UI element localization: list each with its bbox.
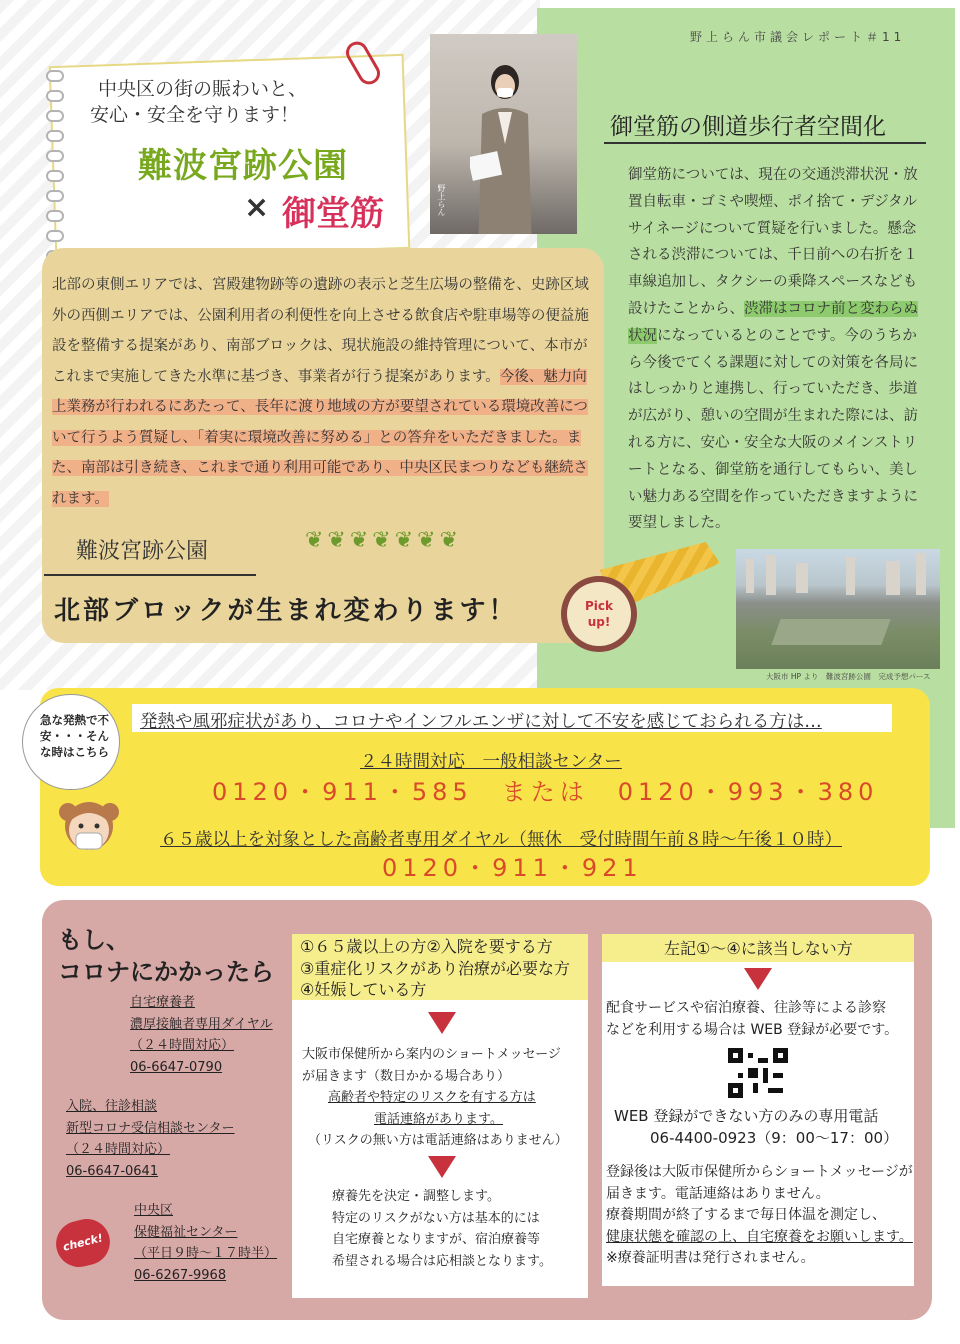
speaker-photo	[430, 34, 577, 234]
aerial-photo	[736, 549, 940, 669]
group1-phone[interactable]: 06-6647-0790	[130, 1059, 223, 1075]
right-p3-line-1: 登録後は大阪市保健所からショートメッセージが	[606, 1164, 913, 1180]
check-badge: check!	[51, 1214, 115, 1272]
park-headline: 北部ブロックが生まれ変わります！	[54, 596, 518, 626]
speech-bubble-text: 急な発熱で不安・・・そんな時はこちら	[40, 713, 109, 759]
masked-girl-icon	[58, 790, 120, 860]
qr-code-icon[interactable]	[728, 1048, 788, 1098]
down-arrow-icon	[744, 968, 772, 990]
web-phone-number[interactable]: 06-4400-0923（9：00～17：00）	[650, 1128, 899, 1147]
midosuji-body-highlight: 渋滞はコロナ前と変わらぬ状況	[628, 300, 918, 344]
down-arrow-icon	[428, 1012, 456, 1034]
right-p3-line-5: ※療養証明書は発行されません。	[606, 1250, 815, 1266]
corona-title-line-2: コロナにかかったら	[58, 958, 274, 986]
aerial-photo-caption: 大阪市 HP より 難波宮跡公園 完成予想パース	[766, 672, 931, 681]
midosuji-title-underline	[604, 142, 926, 144]
group1-line-3: （２４時間対応）	[130, 1038, 235, 1053]
midosuji-body-before: 御堂筋については、現在の交通渋滞状況・放置自転車・ゴミや喫煙、ポイ捨て・デジタルサイネージについて質疑を行いました。懸念される渋滞については、千日前への右折を１車線追加し、タクシーの乗降スペースなども設けたことから、	[628, 167, 918, 317]
spiral-rings	[46, 70, 62, 240]
park-body-plain: 北部の東側エリアでは、宮殿建物跡等の遺跡の表示と芝生広場の整備を、史跡区域外の西側エリアでは、公園利用者の利便性を向上させる飲食店や駐車場等の便益施設を整備する提案があり、南部ブロックは、現状施設の維持管理について、本市がこれまで実施してきた水準に基づき、事業者が行う提案があります。	[52, 277, 589, 385]
contact-group-ward	[134, 1200, 277, 1286]
midosuji-body	[628, 162, 930, 537]
title-cross: ×	[244, 190, 270, 225]
step2-line-1: 療養先を決定・調整します。	[332, 1189, 500, 1204]
corona-title-line-1: もし、	[58, 926, 130, 954]
group2-phone[interactable]: 06-6647-0641	[66, 1163, 159, 1179]
group2-line-1: 入院、往診相談	[66, 1099, 158, 1114]
step1-line-4: 電話連絡があります。	[374, 1111, 503, 1127]
subtitle-line-1: 中央区の街の賑わいと、	[98, 78, 308, 100]
alert-intro: 発熱や風邪症状があり、コロナやインフルエンザに対して不安を感じておられる方は…	[140, 712, 822, 732]
title-park: 難波宮跡公園	[138, 146, 348, 186]
criteria-line-1: ①６５歳以上の方②入院を要する方	[300, 937, 553, 956]
corona-title	[58, 924, 274, 988]
step2-line-2: 特定のリスクがない方は基本的には	[332, 1210, 540, 1226]
right-p3-line-3: 療養期間が終了するまで毎日体温を測定し、	[606, 1207, 886, 1223]
group1-line-2: 濃厚接触者専用ダイヤル	[130, 1016, 273, 1032]
group1-line-1: 自宅療養者	[130, 995, 196, 1010]
pickup-line-2: up!	[587, 615, 611, 629]
pickup-line-1: Pick	[584, 599, 613, 613]
group3-line-3: （平日９時～１７時半）	[134, 1246, 278, 1261]
contact-group-home	[130, 992, 273, 1078]
park-subheading: 難波宮跡公園	[76, 539, 209, 564]
park-article-body	[52, 270, 596, 514]
photo-caption: 野上らん	[437, 184, 446, 216]
criteria-line-2: ③重症化リスクがあり治療が必要な方	[300, 958, 571, 978]
midosuji-title: 御堂筋の側道歩行者空間化	[610, 114, 886, 140]
right-p3-line-2: 届きます。電話連絡はありません。	[606, 1185, 830, 1202]
group3-line-2: 保健福祉センター	[134, 1224, 238, 1240]
person-illustration	[470, 54, 540, 234]
non-eligible-para-2	[614, 1106, 898, 1149]
step2-line-4: 希望される場合は応相談となります。	[332, 1253, 552, 1269]
pickup-badge	[561, 576, 637, 652]
down-arrow-icon	[428, 1156, 456, 1178]
right-p1-line-2: などを利用する場合は WEB 登録が必要です。	[606, 1021, 899, 1038]
step1-line-1: 大阪市保健所から案内のショートメッセージ	[302, 1047, 561, 1062]
alert-senior-dial: ６５歳以上を対象とした高齢者専用ダイヤル（無休 受付時間午前８時～午後１０時）	[160, 830, 842, 850]
contact-group-hospital	[66, 1096, 234, 1182]
subtitle-line-2: 安心・安全を守ります！	[90, 104, 300, 126]
right-p1-line-1: 配食サービスや宿泊療養、往診等による診察	[606, 1000, 886, 1016]
group2-line-3: （２４時間対応）	[66, 1142, 171, 1157]
report-label: 野上らん市議会レポート＃11	[690, 30, 906, 44]
step2-line-3: 自宅療養となりますが、宿泊療養等	[332, 1232, 541, 1247]
eligible-step-2	[332, 1186, 552, 1272]
title-subtitle	[90, 76, 358, 128]
non-eligible-title: 左記①～④に該当しない方	[664, 939, 853, 958]
criteria-line-3: ④妊娠している方	[300, 980, 427, 999]
park-body-highlight: 今後、魅力向上業務が行われるにあたって、長年に渡り地域の方が要望されている環境改善について行うよう質疑し、「着実に環境改善に努める」との答弁をいただきました。また、南部は引き続き、これまで通り利用可能であり、中央区民まつりなども継続されます。	[52, 368, 588, 507]
eligible-step-1	[302, 1044, 568, 1152]
alert-phone-numbers[interactable]: 0120・911・585 または 0120・993・380	[212, 778, 879, 806]
subheading-underline	[44, 574, 256, 576]
group3-line-1: 中央区	[134, 1203, 174, 1218]
right-p3-line-4: 健康状態を確認の上、自宅療養をお願いします。	[606, 1228, 913, 1245]
non-eligible-para-1	[606, 998, 898, 1041]
group2-line-2: 新型コロナ受信相談センター	[66, 1120, 235, 1136]
step1-line-2: が届きます（数日かかる場合あり）	[302, 1068, 511, 1084]
right-p2-line-1: WEB 登録ができない方のみの専用電話	[614, 1107, 879, 1125]
leaf-decoration-icon: ❦❦❦❦❦❦❦	[305, 528, 463, 553]
midosuji-body-after: になっているとのことです。今のうちから今後でてくる課題に対しての対策を各局にはしっかりと連携し、行っていただき、歩道が広がり、憩いの空間が生まれた際には、訪れる方に、安心・安全な大阪のメインストリートとなる、御堂筋を通行してもらい、美しい魅力ある空間を作っていただきますように要望しました。	[628, 327, 918, 532]
non-eligible-para-3	[606, 1162, 913, 1270]
eligible-criteria	[300, 936, 570, 1001]
step1-line-3: 高齢者や特定のリスクを有する方は	[328, 1090, 536, 1105]
step1-line-5: （リスクの無い方は電話連絡はありません）	[308, 1133, 568, 1148]
title-midosuji: 御堂筋	[282, 194, 384, 234]
group3-phone[interactable]: 06-6267-9968	[134, 1267, 227, 1283]
alert-senior-phone[interactable]: 0120・911・921	[382, 854, 643, 882]
alert-center-name: ２４時間対応 一般相談センター	[360, 752, 622, 772]
